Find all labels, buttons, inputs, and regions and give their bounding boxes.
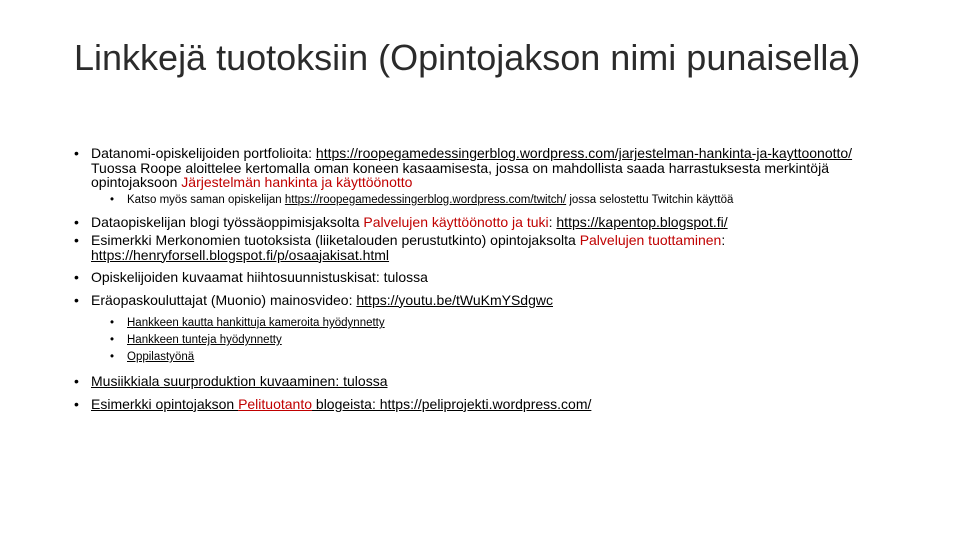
music-production-link[interactable]: Musiikkiala suurproduktion kuvaaminen: tulossa: [91, 373, 388, 389]
bullet-merkonomi: [74, 233, 894, 262]
bullet-game-production: [74, 397, 894, 412]
bullet-portfolios: [74, 146, 894, 190]
sub-bullet-text[interactable]: Hankkeen tunteja hyödynnetty: [127, 334, 282, 346]
bullet-text: Esimerkki Merkonomien tuotoksista (liiketalouden perustutkinto) opintojaksolta: [91, 232, 580, 248]
sub-bullet-text: Katso myös saman opiskelijan: [127, 193, 285, 206]
bullet-text: Eräopaskouluttajat (Muonio) mainosvideo:: [91, 291, 357, 308]
bullet-text: :: [721, 232, 726, 248]
sub-bullet-text: jossa selostettu Twitchin käyttöä: [566, 193, 734, 206]
bullet-muonio-video: [74, 293, 894, 308]
bullet-text: Datanomi-opiskelijoiden portfolioita:: [91, 145, 316, 161]
youtube-link[interactable]: https://youtu.be/tWuKmYSdgwc: [356, 291, 553, 308]
slide-title: Linkkejä tuotoksiin (Opintojakson nimi punaisella): [74, 37, 861, 78]
sub-bullet-text[interactable]: Oppilastyönä: [127, 351, 195, 363]
merkonomi-link[interactable]: https://henryforsell.blogspot.fi/p/osaajakisat.html: [91, 246, 390, 263]
course-name: Palvelujen tuottaminen: [579, 232, 722, 248]
sub-bullet-student-work[interactable]: [110, 351, 894, 364]
sub-bullet-twitch: [110, 194, 894, 207]
sub-bullet-text[interactable]: Hankkeen kautta hankittuja kameroita hyödynnetty: [127, 317, 385, 329]
bullet-text: Tuossa Roope aloittelee kertomalla oman koneen kasaamisesta, jossa on mahdollista saada harrastuksesta merkintöjä opintojaksoon: [91, 159, 829, 190]
bullet-text: :: [548, 213, 557, 230]
blog-link[interactable]: https://kapentop.blogspot.fi/: [556, 213, 728, 230]
portfolio-link[interactable]: https://roopegamedessingerblog.wordpress.com/jarjestelman-hankinta-ja-kayttoonotto/: [315, 145, 853, 161]
bullet-list: [74, 146, 894, 411]
course-name[interactable]: Pelituotanto: [238, 395, 313, 412]
bullet-text: Dataopiskelijan blogi työssäoppimisjaksolta: [91, 213, 364, 230]
twitch-link[interactable]: https://roopegamedessingerblog.wordpress.com/twitch/: [284, 193, 567, 206]
bullet-data-blog: [74, 215, 894, 230]
bullet-text: Opiskelijoiden kuvaamat hiihtosuunnistuskisat: tulossa: [91, 269, 428, 285]
sub-bullet-hours[interactable]: [110, 334, 894, 347]
game-blog-link[interactable]: blogeista: https://peliprojekti.wordpress.com/: [312, 395, 592, 412]
sub-bullet-cameras[interactable]: [110, 317, 894, 330]
game-blog-link[interactable]: Esimerkki opintojakson: [91, 395, 239, 412]
course-name: Palvelujen käyttöönotto ja tuki: [363, 213, 549, 230]
course-name: Järjestelmän hankinta ja käyttöönotto: [181, 174, 413, 190]
bullet-music-production: [74, 374, 894, 389]
bullet-ski-orienteering: [74, 270, 894, 285]
